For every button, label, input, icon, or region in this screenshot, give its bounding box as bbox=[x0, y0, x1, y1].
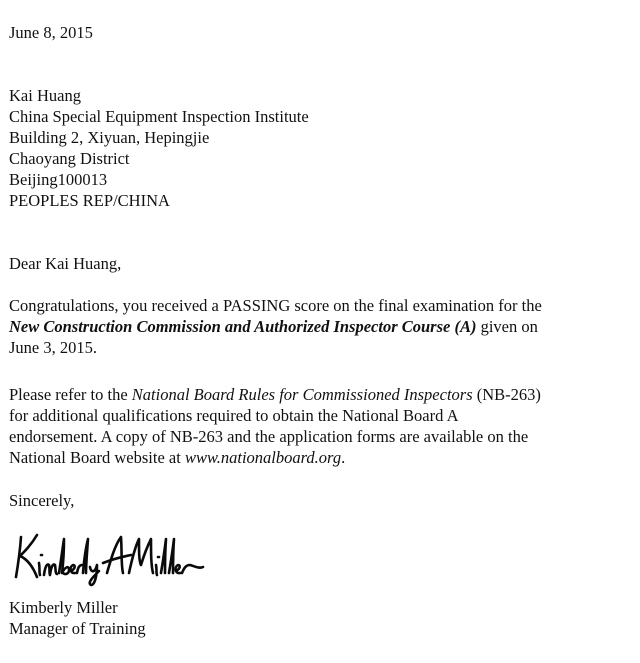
handwritten-signature bbox=[11, 525, 211, 587]
para2-line4 bbox=[9, 447, 541, 468]
website-text: www.nationalboard.org bbox=[184, 448, 342, 467]
para2-line3: endorsement. A copy of NB-263 and the application forms are available on the bbox=[9, 427, 529, 446]
congratulations-paragraph bbox=[9, 295, 542, 358]
recipient-country: PEOPLES REP/CHINA bbox=[9, 191, 170, 210]
signer-title: Manager of Training bbox=[9, 619, 146, 638]
para1-line2 bbox=[9, 316, 542, 337]
para2-line1 bbox=[9, 384, 541, 405]
recipient-address-line2: Chaoyang District bbox=[9, 149, 130, 168]
para1-line1: Congratulations, you received a PASSING score on the final examination for the bbox=[9, 296, 542, 315]
para2-line4-end: . bbox=[341, 448, 346, 467]
referral-paragraph bbox=[9, 384, 541, 468]
letter-date: June 8, 2015 bbox=[9, 23, 93, 42]
closing: Sincerely, bbox=[9, 491, 75, 510]
para1-line2-tail: given on bbox=[476, 317, 538, 336]
para2-line1-end: (NB-263) bbox=[472, 385, 541, 404]
recipient-address-block bbox=[9, 85, 309, 211]
recipient-name: Kai Huang bbox=[9, 86, 81, 105]
signer-block bbox=[9, 597, 146, 639]
recipient-address-line1: Building 2, Xiyuan, Hepingjie bbox=[9, 128, 210, 147]
para2-line4-start: National Board website at bbox=[9, 448, 185, 467]
para2-line1-start: Please refer to the bbox=[9, 385, 132, 404]
recipient-organization: China Special Equipment Inspection Institute bbox=[9, 107, 309, 126]
para1-line3: June 3, 2015. bbox=[9, 338, 97, 357]
signer-name: Kimberly Miller bbox=[9, 598, 118, 617]
salutation: Dear Kai Huang, bbox=[9, 254, 122, 273]
course-name: New Construction Commission and Authorized Inspector Course (A) bbox=[9, 317, 477, 336]
rules-title: National Board Rules for Commissioned Inspectors bbox=[131, 385, 473, 404]
para2-line2: for additional qualifications required to obtain the National Board A bbox=[9, 406, 459, 425]
recipient-address-line3: Beijing100013 bbox=[9, 170, 108, 189]
